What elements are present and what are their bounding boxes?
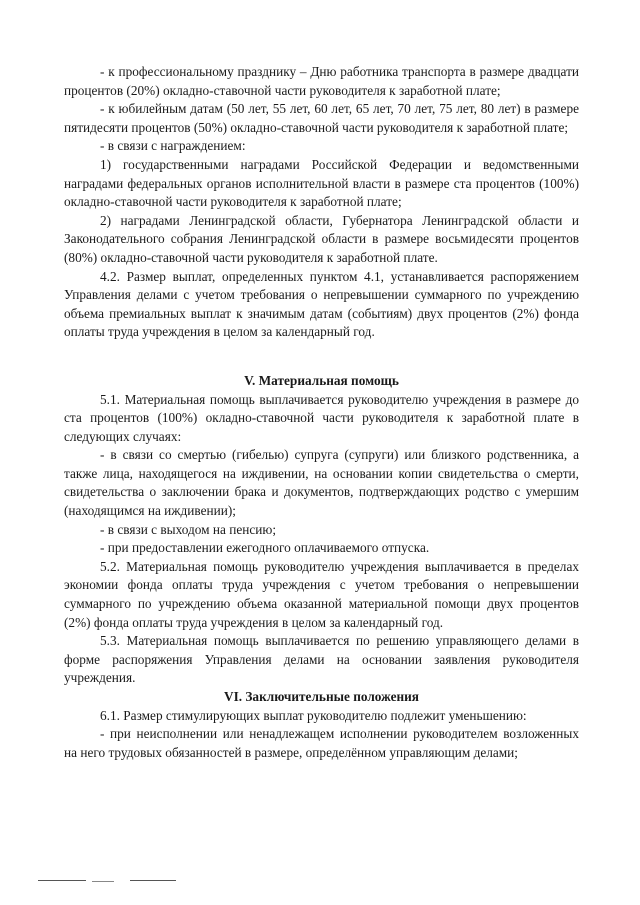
paragraph-vacation-case: - при предоставлении ежегодного оплачиваемого отпуска. — [100, 540, 430, 556]
section-gap — [64, 342, 579, 372]
paragraph-death-case: - в связи со смертью (гибелью) супруга (супруги) или близкого родственника, а также лица, находящегося на иждивении, на основании копии свидетельства о смерти, свидетельства о заключении брака и документов, подтверждающих родство с умершим (находящимся на иждивении); — [64, 447, 579, 519]
paragraph-anniversary: - к юбилейным датам (50 лет, 55 лет, 60 лет, 65 лет, 70 лет, 75 лет, 80 лет) в размере пятидесяти процентов (50%) окладно-ставочной части руководителя к заработной плате; — [64, 101, 579, 135]
section-5-title: V. Материальная помощь — [244, 372, 399, 388]
scan-artifact-line — [92, 881, 114, 882]
paragraph-transport-day: - к профессиональному празднику – Дню работника транспорта в размере двадцати процентов (20%) окладно-ставочной части руководителя к заработной плате; — [64, 64, 579, 98]
section-6-title: VI. Заключительные положения — [223, 689, 420, 704]
paragraph-6-1: 6.1. Размер стимулирующих выплат руководителю подлежит уменьшению: — [100, 707, 527, 723]
scan-artifact-line — [130, 880, 176, 881]
paragraph-awards-intro: - в связи с награждением: — [100, 138, 246, 154]
scan-artifact-line — [38, 880, 86, 881]
document-page — [64, 63, 579, 762]
paragraph-regional-awards: 2) наградами Ленинградской области, Губернатора Ленинградской области и Законодательного собрания Ленинградской области в размере восьмидесяти процентов (80%) окладно-ставочной части руководителя к заработной плате. — [64, 212, 579, 265]
paragraph-4-2: 4.2. Размер выплат, определенных пунктом 4.1, устанавливается распоряжением Управления делами с учетом требования о непревышении суммарного по учреждению объема премиальных выплат к значимым датам (событиям) двух процентов (2%) фонда оплаты труда учреждения в целом за календарный год. — [64, 268, 579, 340]
paragraph-retirement-case: - в связи с выходом на пенсию; — [100, 521, 277, 537]
paragraph-improper-duty: - при неисполнении или ненадлежащем исполнении руководителем возложенных на него трудовых обязанностей в размере, определённом управляющим делами; — [64, 726, 579, 760]
paragraph-5-3: 5.3. Материальная помощь выплачивается по решению управляющего делами в форме распоряжения Управления делами на основании заявления руководителя учреждения. — [64, 633, 579, 686]
paragraph-5-1: 5.1. Материальная помощь выплачивается руководителю учреждения в размере до ста процентов (100%) окладно-ставочной части руководителя к заработной плате в следующих случаях: — [64, 391, 579, 444]
paragraph-federal-awards: 1) государственными наградами Российской Федерации и ведомственными наградами федеральных органов исполнительной власти в размере ста процентов (100%) окладно-ставочной части руководителя к заработной плате; — [64, 156, 579, 210]
paragraph-5-2: 5.2. Материальная помощь руководителю учреждения выплачивается в пределах экономии фонда оплаты труда учреждения с учетом требования о непревышении суммарного по учреждению объема оказанной материальной помощи двух процентов (2%) фонда оплаты труда учреждения в целом за календарный год. — [64, 558, 579, 630]
